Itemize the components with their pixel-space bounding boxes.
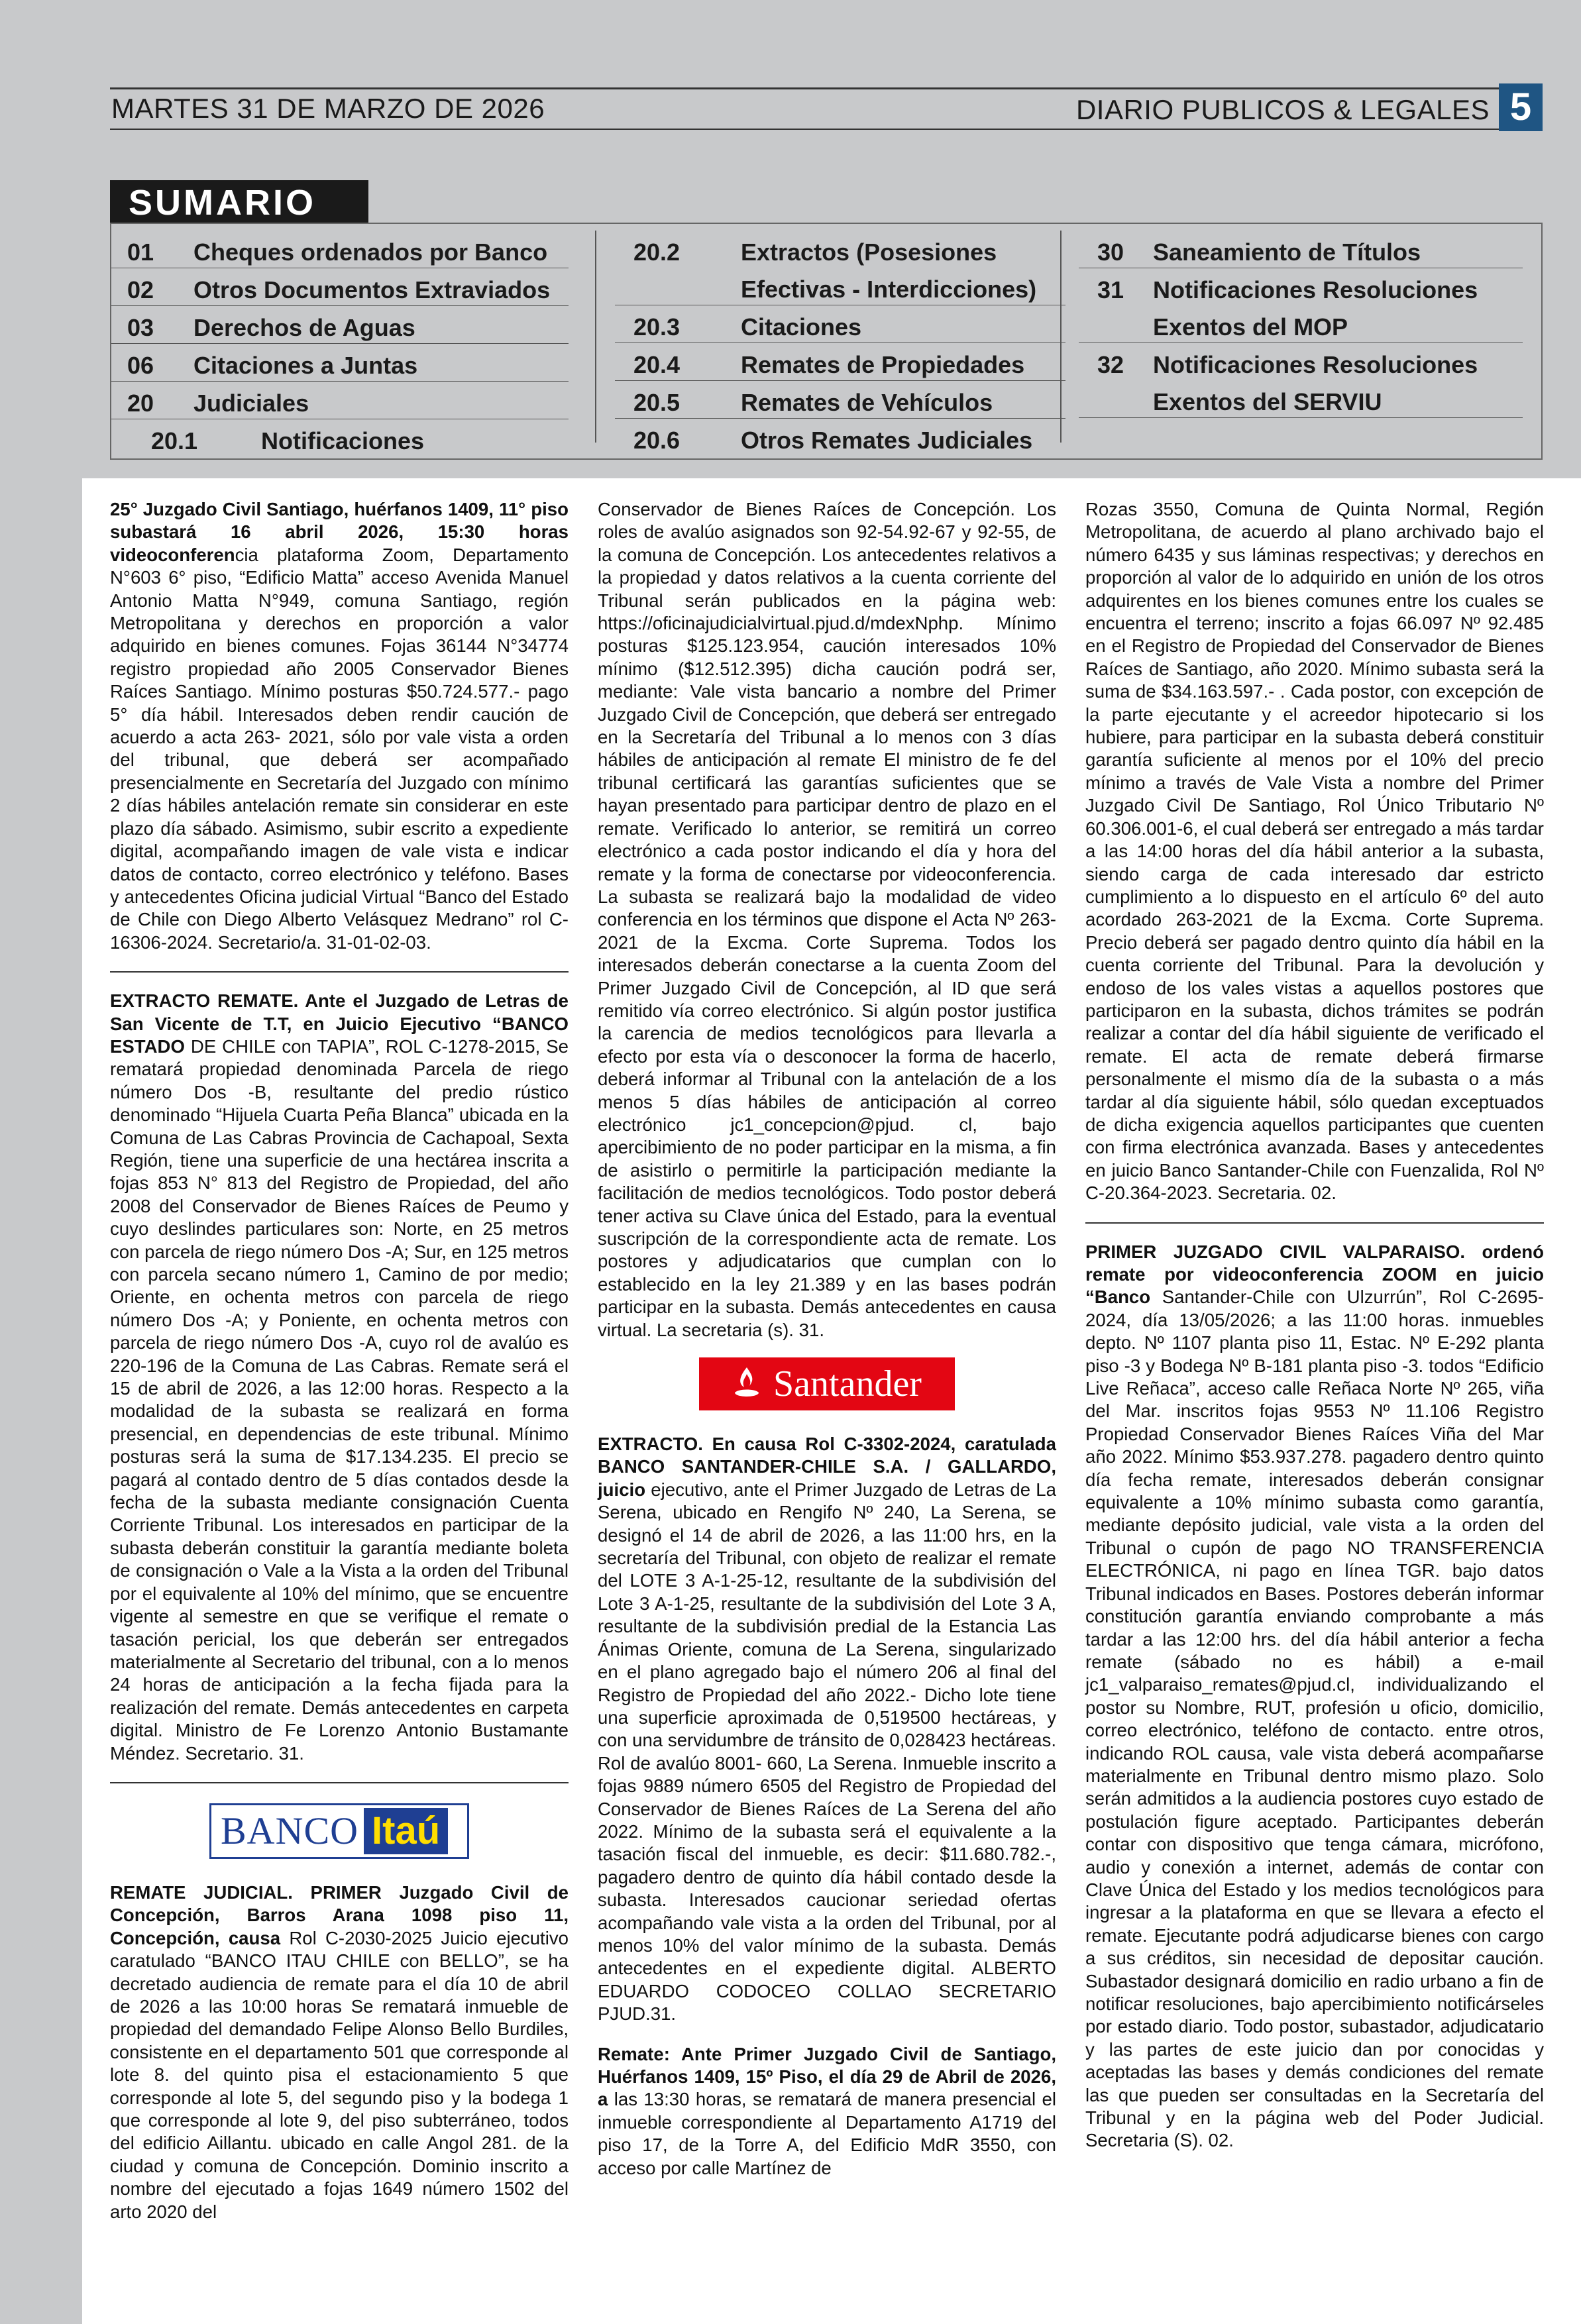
notice-extracto-remate-san-vicente [110, 990, 569, 1765]
sumario-item[interactable] [111, 268, 569, 306]
notice-body: cia plataforma Zoom, Departamento N°603 6° piso, “Edificio Matta” acceso Avenida Manuel Antonio Matta N°949, comuna Santiago, región Metropolitana y derechos en proporción a valor adquirido en bienes comunes. Fojas 36144 N°34774 registro propiedad año 2005 Conservador Bienes Raíces Santiago. Mínimo posturas $50.724.577.- pago 5° día hábil. Interesados deben rendir caución de acuerdo a acta 263- 2021, sólo por vale vista a orden del tribunal, que deberá ser acompañado presencialmente en Secretaría del Juzgado con mínimo 2 días hábiles antelación remate sin considerar en este plazo día sábado. Asimismo, subir escrito a expediente digital, acompañando imagen de vale vista e indicar datos de contacto, correo electrónico y teléfono. Bases y antecedentes Oficina judicial Virtual “Banco del Estado de Chile con Diego Alberto Velásquez Medrano” rol C-16306-2024. Secretario/a. 31-01-02-03. [110, 544, 569, 953]
sumario-item[interactable] [615, 305, 1065, 343]
header-bottom-rule [110, 129, 1499, 130]
sumario-column-2 [615, 231, 1065, 456]
sumario-item-label: Notificaciones Resoluciones [1153, 276, 1478, 303]
santander-logo-text: Santander [773, 1363, 922, 1404]
sumario-item-label: Derechos de Aguas [193, 314, 415, 341]
sumario-item[interactable] [1079, 380, 1523, 418]
notice-heading: PRIMER JUZGADO CIVIL VALPARAISO. ordenó remate por videoconferencia ZOOM en juicio “Banco [1085, 1241, 1544, 1308]
sumario-item-number: 01 [127, 238, 154, 266]
notice-body: DE CHILE con TAPIA”, ROL C-1278-2015, Se rematará propiedad denominada Parcela de riego número Dos -B, resultante del predio rústico denominado “Hijuela Cuarta Peña Blanca” ubicada en la Comuna de Las Cabras Provincia de Cachapoal, Sexta Región, tiene una superficie de una hectárea inscrita a fojas 853 N° 813 del Registro de Propiedad, del año 2008 del Conservador de Bienes Raíces de Peumo y cuyo deslindes particulares son: Norte, en 25 metros con parcela de riego número Dos -A; Sur, en 125 metros con parcela secano número 1, Camino de por medio; Oriente, en ochenta metros con parcela de riego número Dos -A; y Poniente, en ochenta metros con parcela de riego número Dos -A, cuyo rol de avalúo es 220-196 de la Comuna de Las Cabras. Remate será el 15 de abril de 2026, a las 12:00 horas. Respecto a la modalidad de la subasta se realizará en forma presencial, en dependencias de este tribunal. Mínimo posturas será la suma de $17.134.235. El precio se pagará al contado dentro de 5 días contados desde la fecha de la subasta mediante consignación Cuenta Corriente Tribunal. Los interesados en participar de la subasta deberán constituir la garantía mediante boleta de consignación o Vale a la Vista a la orden del Tribunal por el equivalente al 10% del mínimo, que se encuentre vigente al semestre en que se verifique el remate o tasación pericial, los que deberán ser entregados materialmente al Secretario del tribunal, con a lo menos 24 horas de anticipación a la fecha fijada para la realización del remate. Demás antecedentes en carpeta digital. Ministro de Fe Lorenzo Antonio Bustamante Méndez. Secretario. 31. [110, 1035, 569, 1764]
sumario-item[interactable] [615, 419, 1065, 456]
publication-name: DIARIO PUBLICOS & LEGALES [1075, 94, 1490, 125]
sumario-item-number: 20.3 [633, 313, 681, 341]
sumario-item-number: 31 [1097, 276, 1124, 303]
sumario-item[interactable] [1079, 268, 1523, 305]
notice-heading: EXTRACTO REMATE. Ante el Juzgado de Letras de San Vicente de T.T, en Juicio Ejecutivo “BANCO ESTADO [110, 990, 569, 1057]
sumario-item-label: Notificaciones [261, 427, 425, 454]
sumario-separator [595, 231, 596, 443]
sumario-item-label: Otros Remates Judiciales [741, 427, 1033, 454]
notice-body: ejecutivo, ante el Primer Juzgado de Letras de La Serena, ubicado en Rengifo Nº 240, La Serena, se designó el 14 de abril de 2026, a las 11:00 hrs, en la secretaría del Tribunal, con objeto de realizar el remate del LOTE 3 A-1-25-12, resultante de la subdivisión del Lote 3 A-1-25, resultante de la subdivisión del Lote 3 A, resultante de la subdivisión predial de la Estancia Las Ánimas Oriente, comuna de La Serena, singularizado en el plano agregado bajo el número 206 al final del Registro de Propiedad del año 2022.- Dicho lote tiene una superficie aproximada de 0,519500 hectáreas, y con una servidumbre de tránsito de 0,028423 hectáreas. Rol de avalúo 8001- 660, La Serena. Inmueble inscrito a fojas 9889 número 6505 del Registro de Propiedad del Conservador de Bienes Raíces de La Serena del año 2022. Mínimo de la subasta será el equivalente a la tasación fiscal del inmueble, es decir: $11.680.782.-, pagadero dentro de quinto día hábil contado desde la subasta. Interesados caucionar seriedad ofertas acompañando vale vista a la orden del Tribunal, por al menos 10% del valor mínimo de la subasta. Demás antecedentes en el expediente digital. ALBERTO EDUARDO CODOCEO COLLAO SECRETARIO PJUD.31. [598, 1479, 1056, 2025]
notice-heading: Remate: Ante Primer Juzgado Civil de Santiago, Huérfanos 1409, 15º Piso, el día 29 de Abril de 2026, a [598, 2043, 1056, 2110]
sumario-item[interactable] [111, 306, 569, 344]
spacer [598, 2026, 1056, 2043]
santander-flame-icon [732, 1366, 761, 1402]
divider [110, 971, 569, 973]
notice-remate-primer-juzgado-santiago-continued: Rozas 3550, Comuna de Quinta Normal, Región Metropolitana, de acuerdo al plano archivado bajo el número 6435 y sus láminas respectivas; y derechos en proporción al valor de lo adquirido en unión de los otros adquirentes en los bienes comunes entre los cuales se encuentra el terreno; inscrito a fojas 66.097 Nº 92.485 en el Registro de Propiedad del Conservador de Bienes Raíces de Santiago, año 2020. Mínimo subasta será la suma de $34.163.597.- . Cada postor, con excepción de la parte ejecutante y el acreedor hipotecario si los hubiere, para participar en la subasta deberá constituir garantía suficiente al menos por el 10% del precio mínimo a través de Vale Vista a nombre del Primer Juzgado Civil De Santiago, Rol Único Tributario Nº 60.306.001-6, el cual deberá ser entregado a más tardar a las 14:00 horas del día hábil anterior a la subasta, siendo carga de cada interesado dar estricto cumplimiento a lo dispuesto en el artículo 6º del auto acordado 263-2021 de la Excma. Corte Suprema. Precio deberá ser pagado dentro quinto día hábil en la cuenta corriente del Tribunal. Para la devolución y endoso de los vales vistas a aquellos postores que participaron en la subasta, dichos trámites se podrán realizar a contar del día hábil siguiente de verificado el remate. El acta de remate deberá firmarse personalmente el mismo día de la subasta o a más tardar al día siguiente hábil, sólo quedan exceptuados de dicha exigencia aquellos participantes que cuenten con firma electrónica avanzada. Bases y antecedentes en juicio Banco Santander-Chile con Fuenzalida, Rol Nº C-20.364-2023. Secretaria. 02. [1085, 499, 1544, 1204]
sumario-item[interactable] [615, 381, 1065, 419]
sumario-item-number: 20.6 [633, 427, 681, 454]
issue-date: MARTES 31 DE MARZO DE 2026 [111, 93, 545, 124]
notice-heading: 25° Juzgado Civil Santiago, huérfanos 1409, 11° piso subastará 16 abril 2026, 15:30 horas videoconferen [110, 499, 569, 565]
itau-logo-name: Itaú [364, 1808, 448, 1854]
sumario-item-number: 30 [1097, 238, 1124, 266]
notice-body: Santander-Chile con Ulzurrún”, Rol C-2695-2024, día 13/05/2026; a las 11:00 horas. inmuebles depto. Nº 1107 planta piso 11, Estac. Nº E-292 planta piso -3 y Bodega Nº B-181 planta piso -3. todos “Edificio Live Reñaca”, acceso calle Reñaca Norte Nº 265, viña del Mar. inscritos fojas 9553 Nº 11.106 Registro Propiedad Conservador Bienes Raíces Viña del Mar año 2022. Mínimo $53.937.278. pagadero dentro quinto día fecha remate, interesados deberán consignar equivalente a 10% mínimo subasta como garantía, mediante depósito judicial, vale vista a la orden del Tribunal o cupón de pago NO TRANSFERENCIA ELECTRÓNICA, ni pago en línea TGR. bajo datos Tribunal indicados en Bases. Postores deberán informar constitución garantía enviando comprobante a más tardar a las 12:00 hrs. del día hábil anterior a fecha remate (sábado no es hábil) a e-mail jc1_valparaiso_remates@pjud.cl, individualizando el postor su Nombre, RUT, profesión u oficio, domicilio, correo electrónico, teléfono de contacto. entre otros, indicando ROL causa, vale vista deberá acompañarse materialmente en Tribunal dentro mismo plazo. Solo serán admitidos a la audiencia postores cuyo estado de postulación figure aceptado. Participantes deberán contar con dispositivo que tenga cámara, micrófono, audio y conexión a internet, además de contar con Clave Única del Estado y los medios tecnológicos para ingresar a la plataforma en que se llevara a efecto el remate. Ejecutante podrá adjudicarse bienes con cargo a sus créditos, sin necesidad de depositar caución. Subastador designará domicilio en radio urbano a fin de notificar resoluciones, bajo apercibimiento notificárseles por estado diario. Todo postor, subastador, adjudicatario y las partes de este juicio dan por conocidas y aceptadas las bases y demás condiciones del remate las que pueden ser consultadas en la Secretaría del Tribunal y en la página web del Poder Judicial. Secretaria (S). 02. [1085, 1287, 1544, 2151]
sumario-item[interactable] [1079, 305, 1523, 343]
itau-logo-banco: BANCO [221, 1809, 359, 1852]
notice-extracto-la-serena [598, 1433, 1056, 2026]
sumario-item-number: 20.5 [633, 389, 681, 416]
column-2 [598, 498, 1056, 2180]
notices-area [82, 478, 1581, 2324]
sumario-item-label: Judiciales [193, 390, 309, 417]
sumario-item-label: Citaciones [741, 313, 862, 341]
divider [1085, 1222, 1544, 1224]
divider [110, 1782, 569, 1783]
sumario-item-label: Exentos del SERVIU [1153, 388, 1382, 415]
banco-itau-logo [209, 1803, 469, 1859]
sumario-item-number: 20.4 [633, 351, 681, 378]
sumario-item-label: Otros Documentos Extraviados [193, 276, 551, 303]
sumario-item-label: Cheques ordenados por Banco [193, 238, 548, 266]
sumario-title: SUMARIO [110, 180, 368, 224]
notice-remate-judicial-concepcion [110, 1881, 569, 2223]
sumario-item-number: 20.1 [151, 427, 198, 454]
sumario-item-label: Remates de Propiedades [741, 351, 1025, 378]
page-header [110, 83, 1543, 131]
notice-heading: EXTRACTO. En causa Rol C-3302-2024, caratulada BANCO SANTANDER-CHILE S.A. / GALLARDO, juicio [598, 1434, 1056, 1500]
notice-body: Rol C-2030-2025 Juicio ejecutivo caratulado “BANCO ITAU CHILE con BELLO”, se ha decretado audiencia de remate para el día 10 de abril de 2026 a las 10:00 horas Se rematará inmueble de propiedad del demandado Felipe Alonso Bello Burdiles, consistente en el departamento 501 que corresponde al lote 8. del quinto pisa el estacionamiento 5 que corresponde al lote 5, del segundo piso y la bodega 1 que corresponde al lote 9, del piso subterráneo, todos del edificio Aillantu. ubicado en calle Angol 281. de la ciudad y comuna de Concepción. Dominio inscrito a nombre del ejecutado a fojas 1649 número 1502 del arto 2020 del [110, 1927, 569, 2222]
sumario-item-label: Extractos (Posesiones [741, 238, 997, 266]
notice-heading: REMATE JUDICIAL. PRIMER Juzgado Civil de Concepción, Barros Arana 1098 piso 11, Concepción, causa [110, 1881, 569, 1948]
notice-remate-judicial-concepcion-continued: Conservador de Bienes Raíces de Concepción. Los roles de avalúo asignados son 92-54.92-67 y 92-55, de la comuna de Concepción. Los antecedentes relativos a la propiedad y datos relativos a la cuenta corriente del Tribunal serán publicados en la página web: https://oficinajudicialvirtual.pjud.d/mdexNphp. Mínimo posturas $125.123.954, caución interesados 10% mínimo ($12.512.395) dicha caución podrá ser, mediante: Vale vista bancario a nombre del Primer Juzgado Civil de Concepción, que deberá ser entregado en la Secretaría del Tribunal a lo menos con 3 días hábiles de anticipación al remate El ministro de fe del tribunal certificará las garantías suficientes que se hayan presentado para participar dentro de plazo en el remate. Verificado lo anterior, se remitirá un correo electrónico a cada postor indicando el día y hora del remate y la forma de conectarse por videoconferencia. La subasta se realizará bajo la modalidad de video conferencia en los términos que dispone el Acta Nº 263-2021 de la Excma. Corte Suprema. Todos los interesados deberán conectarse a la cuenta Zoom del Primer Juzgado Civil de Concepción, al ID que será remitido vía correo electrónico. Si algún postor justifica la carencia de medios tecnológicos para llevarla a efecto por esta vía o desconocer la forma de hacerlo, deberá informar al Tribunal con la antelación de a los menos 5 días hábiles de anticipación al correo electrónico jc1_concepcion@pjud. cl, bajo apercibimiento de no poder participar en la misma, a fin de asistirlo o permitirle la participación mediante la facilitación de medios tecnológicos. Todo postor deberá tener activa su Clave única del Estado, para la eventual suscripción de la correspondiente acta de remate. Los postores y adjudicatarios que cumplan con lo establecido en la ley 21.389 y en las bases podrán participar en la subasta. Demás antecedentes en causa virtual. La secretaria (s). 31. [598, 499, 1056, 1340]
header-top-rule [110, 87, 1499, 89]
sumario-item-number: 20 [127, 390, 154, 417]
notice-body: las 13:30 horas, se rematará de manera presencial el inmueble correspondiente al Departamento A1719 del piso 17, de la Torre A, del Edificio MdR 3550, con acceso por calle Martínez de [598, 2089, 1056, 2178]
sumario-item[interactable] [111, 344, 569, 382]
column-1 [110, 498, 569, 2223]
sumario-item[interactable] [615, 231, 1065, 268]
sumario-item-number: 06 [127, 352, 154, 379]
sumario-item[interactable] [111, 382, 569, 419]
notice-remate-25-juzgado [110, 498, 569, 954]
sumario-box [110, 223, 1543, 460]
sumario-column-1 [111, 231, 569, 456]
sumario-separator [1060, 231, 1062, 443]
notice-primer-juzgado-valparaiso [1085, 1241, 1544, 2152]
sumario-item[interactable] [1079, 231, 1523, 268]
sumario-item-number: 03 [127, 314, 154, 341]
sumario-item[interactable] [111, 231, 569, 268]
sumario-column-3 [1079, 231, 1523, 418]
sumario-item-label: Citaciones a Juntas [193, 352, 418, 379]
sumario-item[interactable] [1079, 343, 1523, 380]
column-3 [1085, 498, 1544, 2152]
sumario-item[interactable] [111, 419, 569, 456]
santander-logo [699, 1357, 955, 1410]
sumario-item-number: 20.2 [633, 238, 681, 266]
page-number: 5 [1499, 83, 1543, 131]
notice-remate-primer-juzgado-santiago [598, 2043, 1056, 2180]
sumario-item-number: 02 [127, 276, 154, 303]
sumario-item-label: Remates de Vehículos [741, 389, 993, 416]
sumario-item[interactable] [615, 343, 1065, 381]
sumario-item-number: 32 [1097, 351, 1124, 378]
sumario-item-label: Exentos del MOP [1153, 313, 1348, 341]
sumario-item-label: Notificaciones Resoluciones [1153, 351, 1478, 378]
sumario-item[interactable] [615, 268, 1065, 305]
sumario-item-label: Efectivas - Interdicciones) [741, 276, 1037, 303]
sumario-item-label: Saneamiento de Títulos [1153, 238, 1421, 266]
